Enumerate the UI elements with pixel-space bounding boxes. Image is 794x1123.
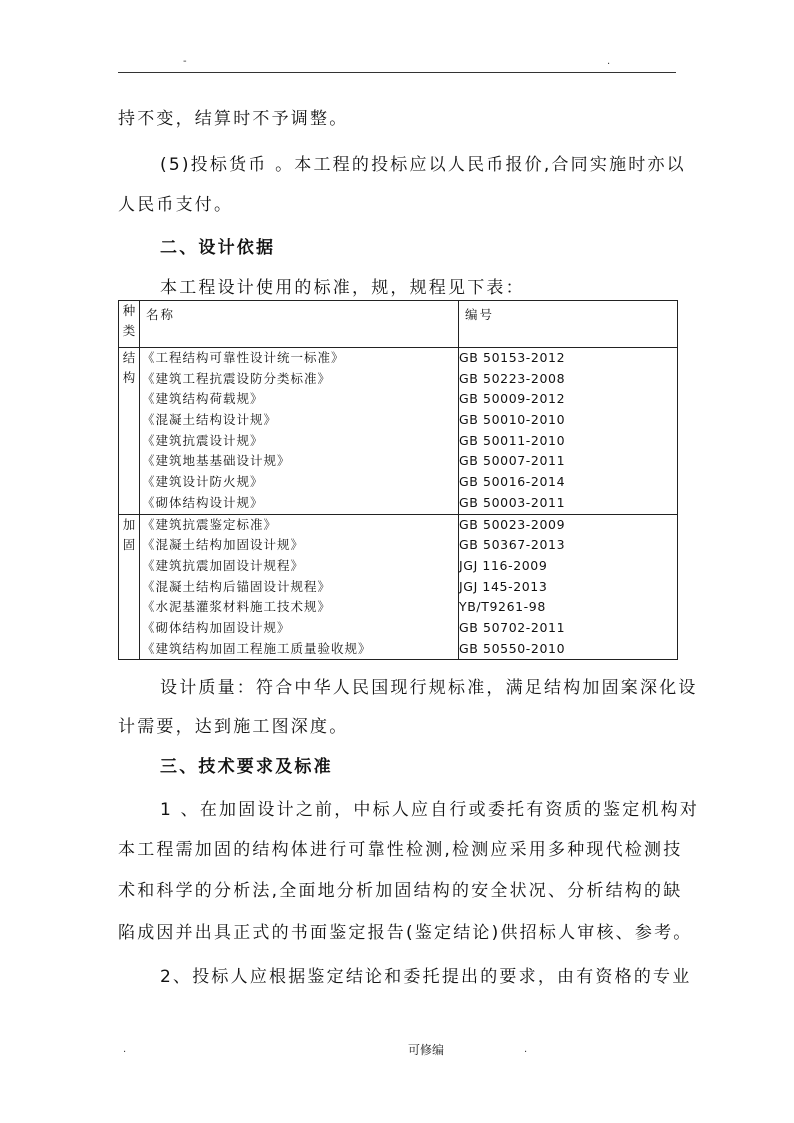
standard-name: 《砌体结构加固设计规》 bbox=[142, 619, 291, 635]
standard-code: GB 50003-2011 bbox=[459, 494, 566, 510]
standard-name: 《砌体结构设计规》 bbox=[142, 494, 264, 510]
section-heading: 三、技术要求及标准 bbox=[160, 757, 333, 777]
footer-mark-right: . bbox=[524, 1044, 528, 1055]
table-group-structure bbox=[119, 348, 678, 515]
table-group-reinforcement bbox=[119, 514, 678, 660]
standard-name: 《建筑结构荷载规》 bbox=[142, 391, 264, 407]
standard-name: 《混凝土结构后锚固设计规程》 bbox=[142, 578, 332, 594]
standard-name: 《建筑抗震加固设计规程》 bbox=[142, 557, 305, 573]
section-heading: 二、设计依据 bbox=[160, 238, 276, 258]
header-mark-left: - bbox=[183, 56, 187, 67]
standard-name: 《建筑抗震鉴定标准》 bbox=[142, 516, 278, 532]
standard-code: YB/T9261-98 bbox=[459, 599, 546, 615]
paragraph-line: 计需要，达到施工图深度。 bbox=[118, 717, 349, 737]
kind-cell: 结 构 bbox=[119, 348, 140, 515]
paragraph-line: 本工程需加固的结构体进行可靠性检测,检测应采用多种现代检测技 bbox=[118, 840, 683, 860]
footer-mark-left: . bbox=[123, 1044, 127, 1055]
standard-code: JGJ 116-2009 bbox=[459, 557, 548, 573]
table-header-row bbox=[119, 301, 678, 348]
kind-header-char: 类 bbox=[122, 323, 136, 338]
paragraph-line: 2、投标人应根据鉴定结论和委托提出的要求，由有资格的专业 bbox=[160, 967, 692, 987]
standard-name: 《建筑设计防火规》 bbox=[142, 474, 264, 490]
standard-name: 《工程结构可靠性设计统一标准》 bbox=[142, 350, 345, 365]
standard-name: 《混凝土结构加固设计规》 bbox=[142, 537, 305, 553]
standard-code: GB 50011-2010 bbox=[459, 432, 566, 448]
standard-code: GB 50702-2011 bbox=[459, 619, 566, 635]
standards-table bbox=[118, 300, 678, 660]
standard-code: GB 50550-2010 bbox=[459, 640, 566, 656]
code-cell bbox=[459, 348, 678, 515]
standard-name: 《建筑结构加固工程施工质量验收规》 bbox=[142, 640, 372, 656]
header-mark-right: . bbox=[607, 56, 611, 67]
standard-code: GB 50023-2009 bbox=[459, 516, 566, 532]
paragraph-line: 持不变，结算时不予调整。 bbox=[118, 109, 349, 129]
kind-header-cell bbox=[119, 301, 140, 348]
standard-name: 《水泥基灌浆材料施工技术规》 bbox=[142, 599, 332, 615]
standard-code: GB 50153-2012 bbox=[459, 350, 566, 365]
header-rule bbox=[118, 72, 676, 73]
standard-code: GB 50009-2012 bbox=[459, 391, 566, 407]
standard-name: 《建筑工程抗震设防分类标准》 bbox=[142, 370, 332, 386]
kind-cell: 加 固 bbox=[119, 514, 140, 660]
paragraph-line: 陷成因并出具正式的书面鉴定报告(鉴定结论)供招标人审核、参考。 bbox=[118, 923, 693, 943]
standard-name: 《混凝土结构设计规》 bbox=[142, 412, 278, 428]
standard-name: 《建筑地基基础设计规》 bbox=[142, 453, 291, 469]
standard-name: 《建筑抗震设计规》 bbox=[142, 432, 264, 448]
footer-label: 可修编 bbox=[408, 1043, 445, 1057]
paragraph-line: 人民币支付。 bbox=[118, 195, 234, 215]
name-cell bbox=[140, 348, 459, 515]
name-header-cell: 名称 bbox=[140, 301, 459, 348]
code-cell bbox=[459, 514, 678, 660]
paragraph-line: 术和科学的分析法,全面地分析加固结构的安全状况、分析结构的缺 bbox=[118, 881, 683, 901]
standard-code: JGJ 145-2013 bbox=[459, 578, 548, 594]
code-header-cell: 编号 bbox=[459, 301, 678, 348]
paragraph-line: 设计质量：符合中华人民国现行规标准，满足结构加固案深化设 bbox=[160, 678, 698, 698]
standard-code: GB 50223-2008 bbox=[459, 370, 566, 386]
paragraph-line: 本工程设计使用的标准，规，规程见下表： bbox=[160, 278, 525, 298]
paragraph-line: 1 、在加固设计之前，中标人应自行或委托有资质的鉴定机构对 bbox=[160, 800, 700, 820]
standard-code: GB 50010-2010 bbox=[459, 412, 566, 428]
standard-code: GB 50016-2014 bbox=[459, 474, 566, 490]
kind-header-char: 种 bbox=[122, 303, 136, 318]
standard-code: GB 50007-2011 bbox=[459, 453, 566, 469]
paragraph-line: (5)投标货币 。本工程的投标应以人民币报价,合同实施时亦以 bbox=[160, 155, 686, 175]
name-cell bbox=[140, 514, 459, 660]
standard-code: GB 50367-2013 bbox=[459, 537, 566, 553]
